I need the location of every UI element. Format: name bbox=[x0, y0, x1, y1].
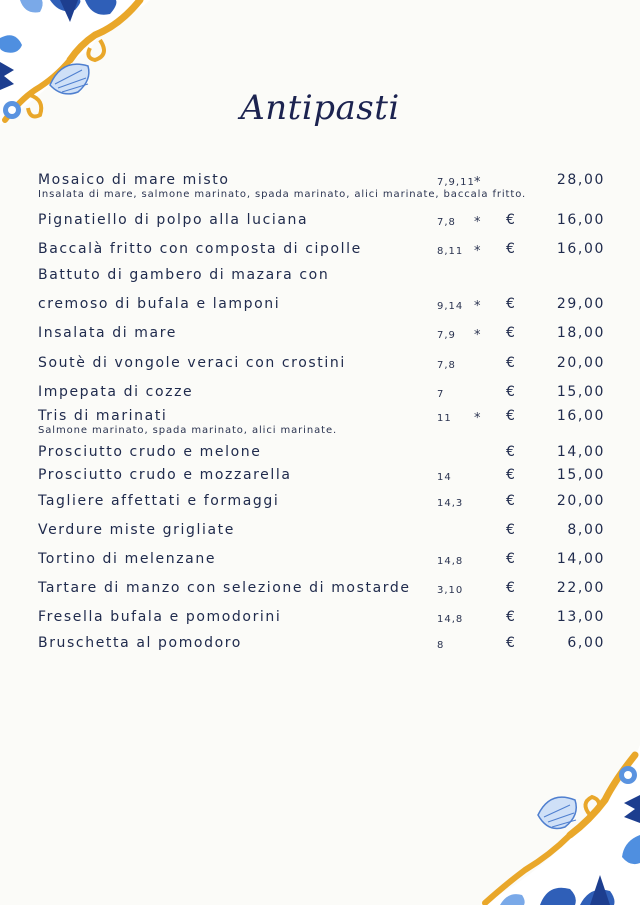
item-euro: € bbox=[506, 467, 515, 483]
item-euro: € bbox=[506, 580, 515, 596]
item-allergens: 7,9 bbox=[437, 330, 456, 341]
item-allergens: 7 bbox=[437, 389, 445, 400]
item-name: Tortino di melenzane bbox=[38, 551, 217, 567]
item-allergens: 7,9,11 bbox=[437, 177, 475, 188]
item-name: Pignatiello di polpo alla luciana bbox=[38, 212, 309, 228]
item-euro: € bbox=[506, 408, 515, 424]
item-allergens: 11 bbox=[437, 413, 452, 424]
item-price: 16,00 bbox=[556, 212, 605, 228]
item-euro: € bbox=[506, 384, 515, 400]
item-allergens: 7,8 bbox=[437, 217, 456, 228]
item-price: 8,00 bbox=[567, 522, 605, 538]
item-euro: € bbox=[506, 493, 515, 509]
item-euro: € bbox=[506, 635, 515, 651]
item-price: 20,00 bbox=[556, 355, 605, 371]
item-allergens: 7,8 bbox=[437, 360, 456, 371]
item-star: * bbox=[474, 328, 481, 343]
item-name: cremoso di bufala e lamponi bbox=[38, 296, 281, 312]
item-name: Insalata di mare bbox=[38, 325, 177, 341]
item-name: Fresella bufala e pomodorini bbox=[38, 609, 282, 625]
item-euro: € bbox=[506, 296, 515, 312]
item-price: 14,00 bbox=[556, 444, 605, 460]
item-price: 22,00 bbox=[556, 580, 605, 596]
item-name: Bruschetta al pomodoro bbox=[38, 635, 242, 651]
item-name: Soutè di vongole veraci con crostini bbox=[38, 355, 346, 371]
item-star: * bbox=[474, 299, 481, 314]
item-euro: € bbox=[506, 609, 515, 625]
item-price: 15,00 bbox=[556, 467, 605, 483]
item-description: Insalata di mare, salmone marinato, spada marinato, alici marinate, baccala fritto. bbox=[38, 189, 527, 200]
item-price: 20,00 bbox=[556, 493, 605, 509]
item-name: Battuto di gambero di mazara con bbox=[38, 267, 330, 283]
item-price: 28,00 bbox=[556, 172, 605, 188]
item-star: * bbox=[474, 175, 481, 190]
item-euro: € bbox=[506, 212, 515, 228]
item-allergens: 14,8 bbox=[437, 556, 464, 567]
item-price: 16,00 bbox=[556, 408, 605, 424]
item-allergens: 14,8 bbox=[437, 614, 464, 625]
item-name: Tartare di manzo con selezione di mostarde bbox=[38, 580, 411, 596]
item-allergens: 3,10 bbox=[437, 585, 464, 596]
item-name: Baccalà fritto con composta di cipolle bbox=[38, 241, 362, 257]
item-star: * bbox=[474, 411, 481, 426]
item-price: 29,00 bbox=[556, 296, 605, 312]
item-name: Verdure miste grigliate bbox=[38, 522, 235, 538]
item-star: * bbox=[474, 244, 481, 259]
page-title: Antipasti bbox=[240, 88, 400, 128]
item-name: Mosaico di mare misto bbox=[38, 172, 230, 188]
item-price: 18,00 bbox=[556, 325, 605, 341]
item-name: Tagliere affettati e formaggi bbox=[38, 493, 280, 509]
item-euro: € bbox=[506, 355, 515, 371]
item-price: 14,00 bbox=[556, 551, 605, 567]
item-allergens: 9,14 bbox=[437, 301, 464, 312]
item-allergens: 14,3 bbox=[437, 498, 464, 509]
item-price: 16,00 bbox=[556, 241, 605, 257]
item-price: 15,00 bbox=[556, 384, 605, 400]
item-name: Prosciutto crudo e melone bbox=[38, 444, 262, 460]
item-description: Salmone marinato, spada marinato, alici marinate. bbox=[38, 425, 338, 436]
item-euro: € bbox=[506, 522, 515, 538]
item-euro: € bbox=[506, 325, 515, 341]
item-name: Tris di marinati bbox=[38, 408, 168, 424]
item-name: Impepata di cozze bbox=[38, 384, 194, 400]
item-price: 13,00 bbox=[556, 609, 605, 625]
item-price: 6,00 bbox=[567, 635, 605, 651]
item-allergens: 8,11 bbox=[437, 246, 464, 257]
item-allergens: 8 bbox=[437, 640, 445, 651]
item-allergens: 14 bbox=[437, 472, 452, 483]
item-name: Prosciutto crudo e mozzarella bbox=[38, 467, 292, 483]
item-euro: € bbox=[506, 241, 515, 257]
item-euro: € bbox=[506, 551, 515, 567]
item-star: * bbox=[474, 215, 481, 230]
item-euro: € bbox=[506, 444, 515, 460]
